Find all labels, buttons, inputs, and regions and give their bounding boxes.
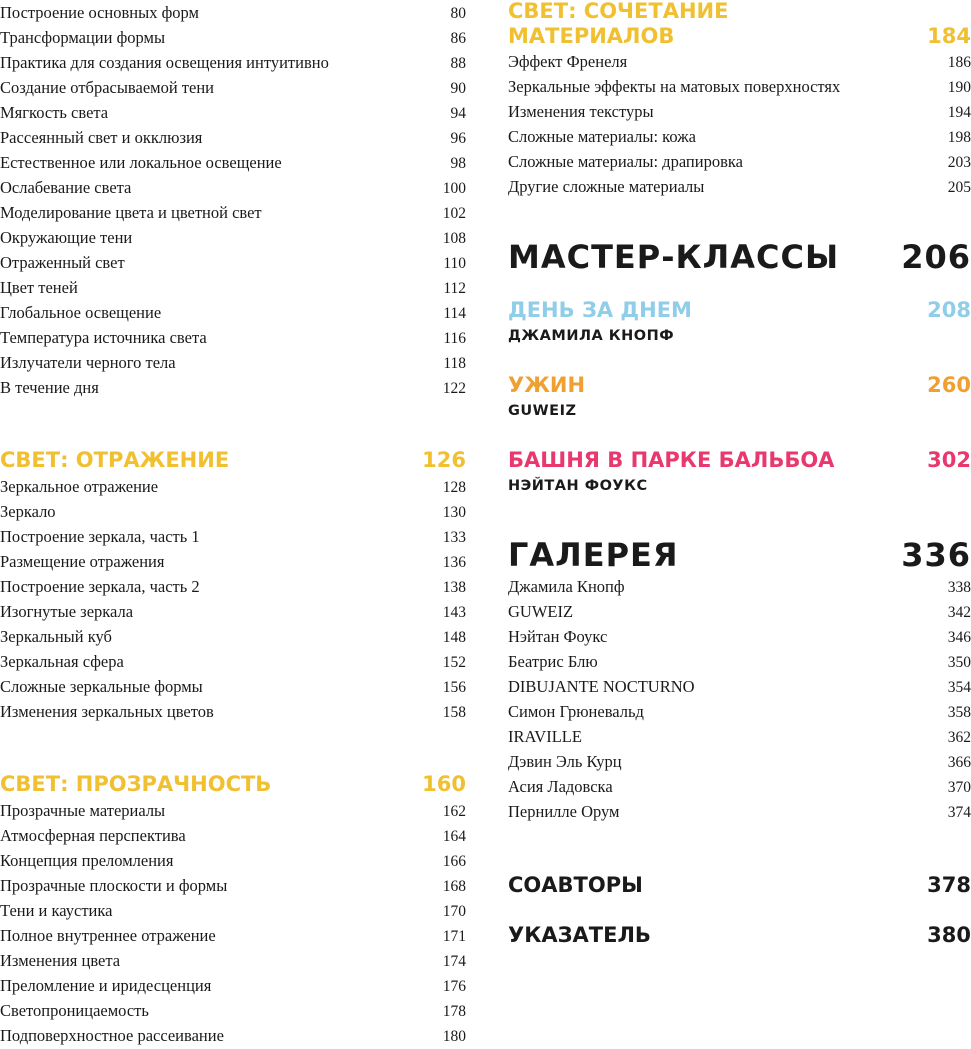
- toc-entry-title: Изогнутые зеркала: [0, 602, 134, 621]
- toc-entry-title: Изменения зеркальных цветов: [0, 702, 214, 721]
- toc-section-gallery: [508, 530, 971, 824]
- toc-entry-title: Рассеянный свет и окклюзия: [0, 128, 203, 147]
- toc-entry[interactable]: [0, 100, 466, 125]
- toc-entry[interactable]: [508, 749, 971, 774]
- toc-entry-page: 198: [947, 129, 971, 146]
- toc-entry-page: 194: [947, 104, 971, 121]
- toc-entry-title: Прозрачные материалы: [0, 801, 166, 820]
- masterclass-title: ДЕНЬ ЗА ДНЕМ: [508, 298, 692, 322]
- section-heading-gallery[interactable]: [508, 530, 971, 574]
- toc-entry-page: 130: [442, 504, 466, 521]
- toc-entry[interactable]: [508, 49, 971, 74]
- toc-entry-title: Построение зеркала, часть 2: [0, 577, 200, 596]
- toc-entry[interactable]: [508, 599, 971, 624]
- toc-entry[interactable]: [0, 0, 466, 25]
- toc-entry[interactable]: [0, 674, 466, 699]
- toc-entry-title: В течение дня: [0, 378, 99, 397]
- toc-entry[interactable]: [0, 798, 466, 823]
- toc-entry[interactable]: [0, 898, 466, 923]
- toc-entry-page: 110: [443, 255, 466, 272]
- toc-entry-title: Зеркальное отражение: [0, 477, 159, 496]
- section-page: 336: [901, 536, 971, 574]
- toc-entry-page: 203: [947, 154, 971, 171]
- toc-entry[interactable]: [0, 300, 466, 325]
- masterclass-title: УЖИН: [508, 373, 586, 397]
- toc-entry-page: 166: [442, 853, 466, 870]
- section-title: СВЕТ: ПРОЗРАЧНОСТЬ: [0, 772, 272, 796]
- toc-entry[interactable]: [0, 923, 466, 948]
- toc-entry-page: 100: [442, 180, 466, 197]
- masterclass-item: [508, 371, 971, 423]
- section-page: 206: [901, 238, 971, 276]
- masterclass-author: НЭЙТАН ФОУКС: [508, 478, 648, 494]
- toc-entry-title: Температура источника света: [0, 328, 207, 347]
- toc-entry-title: Тени и каустика: [0, 901, 113, 920]
- toc-entry[interactable]: [0, 524, 466, 549]
- toc-entry-page: 102: [442, 205, 466, 222]
- section-title: ГАЛЕРЕЯ: [508, 536, 679, 574]
- toc-entry-page: 122: [442, 380, 466, 397]
- toc-entry[interactable]: [0, 948, 466, 973]
- toc-entry-title: Полное внутреннее отражение: [0, 926, 216, 945]
- toc-entry-page: 158: [442, 704, 466, 721]
- toc-entry-page: 96: [450, 130, 466, 147]
- toc-entry-page: 86: [450, 30, 466, 47]
- toc-entry-page: 136: [442, 554, 466, 571]
- toc-entry-page: 374: [947, 804, 971, 821]
- toc-entry-title: Излучатели черного тела: [0, 353, 176, 372]
- toc-entry-title: Зеркальные эффекты на матовых поверхностях: [508, 77, 841, 96]
- toc-entry-page: 143: [442, 604, 466, 621]
- toc-entry-title: Практика для создания освещения интуитивно: [0, 53, 329, 72]
- toc-entry[interactable]: [0, 848, 466, 873]
- section-page: 380: [927, 923, 971, 947]
- masterclass-author: GUWEIZ: [508, 403, 577, 419]
- toc-entry[interactable]: [508, 174, 971, 199]
- toc-entry-page: 162: [442, 803, 466, 820]
- toc-entry[interactable]: [0, 649, 466, 674]
- toc-entry-title: Моделирование цвета и цветной свет: [0, 203, 262, 222]
- toc-entry[interactable]: [0, 574, 466, 599]
- section-heading-transparency[interactable]: [0, 770, 466, 798]
- toc-entry-title: Подповерхностное рассеивание: [0, 1026, 224, 1045]
- toc-entry-page: 366: [947, 754, 971, 771]
- toc-entry-page: 133: [442, 529, 466, 546]
- toc-entry-title: Глобальное освещение: [0, 303, 162, 322]
- toc-entry-title: Изменения текстуры: [508, 102, 654, 121]
- toc-entry[interactable]: [508, 774, 971, 799]
- toc-entry[interactable]: [0, 25, 466, 50]
- toc-entry-page: 186: [947, 54, 971, 71]
- toc-entry-title: Естественное или локальное освещение: [0, 153, 282, 172]
- toc-entry-page: 362: [947, 729, 971, 746]
- toc-entry[interactable]: [0, 125, 466, 150]
- toc-entry-title: Светопроницаемость: [0, 1001, 149, 1020]
- toc-entry-title: IRAVILLE: [508, 727, 582, 746]
- masterclass-page: 260: [927, 373, 971, 397]
- masterclass-page: 302: [927, 448, 971, 472]
- toc-entry-page: 342: [947, 604, 971, 621]
- toc-entry-title: Создание отбрасываемой тени: [0, 78, 214, 97]
- section-title-line2: МАТЕРИАЛОВ: [508, 24, 675, 48]
- toc-entry-page: 88: [450, 55, 466, 72]
- toc-entry[interactable]: [0, 75, 466, 100]
- toc-entry-title: DIBUJANTE NOCTURNO: [508, 677, 695, 696]
- toc-entry-page: 114: [443, 305, 466, 322]
- section-page: 378: [927, 873, 971, 897]
- toc-entry-title: Другие сложные материалы: [508, 177, 705, 196]
- toc-entry[interactable]: [0, 350, 466, 375]
- toc-entry[interactable]: [0, 699, 466, 724]
- toc-entry-page: 128: [442, 479, 466, 496]
- toc-section-reflection: [0, 446, 466, 724]
- toc-section-masterclasses: [508, 232, 971, 282]
- toc-entry-title: Атмосферная перспектива: [0, 826, 186, 845]
- toc-entry-page: 171: [442, 928, 466, 945]
- toc-entry-title: Преломление и иридесценция: [0, 976, 212, 995]
- toc-entry-title: Трансформации формы: [0, 28, 166, 47]
- toc-entry-page: 152: [442, 654, 466, 671]
- toc-entry-page: 358: [947, 704, 971, 721]
- toc-entry-title: Сложные зеркальные формы: [0, 677, 203, 696]
- toc-entry-page: 118: [443, 355, 466, 372]
- toc-entry-page: 190: [947, 79, 971, 96]
- masterclass-heading-tower[interactable]: [508, 446, 971, 474]
- toc-entry[interactable]: [0, 599, 466, 624]
- toc-entry[interactable]: [508, 624, 971, 649]
- toc-entry[interactable]: [0, 200, 466, 225]
- section-heading-masterclasses[interactable]: [508, 232, 971, 282]
- toc-entry-page: 346: [947, 629, 971, 646]
- toc-entry[interactable]: [0, 823, 466, 848]
- toc-entry-page: 98: [450, 155, 466, 172]
- toc-list-lighting: [0, 0, 466, 400]
- toc-entry[interactable]: [0, 325, 466, 350]
- section-heading-materials[interactable]: [508, 0, 971, 49]
- toc-entry-title: Окружающие тени: [0, 228, 133, 247]
- toc-entry[interactable]: [0, 150, 466, 175]
- toc-entry-title: Размещение отражения: [0, 552, 165, 571]
- toc-entry-page: 176: [442, 978, 466, 995]
- masterclass-author: ДЖАМИЛА КНОПФ: [508, 328, 675, 344]
- section-title: УКАЗАТЕЛЬ: [508, 923, 651, 947]
- masterclass-item: [508, 446, 971, 498]
- toc-entry-title: Дэвин Эль Курц: [508, 752, 622, 771]
- toc-entry-title: Прозрачные плоскости и формы: [0, 876, 228, 895]
- toc-entry[interactable]: [0, 175, 466, 200]
- toc-entry-page: 178: [442, 1003, 466, 1020]
- masterclass-item: [508, 296, 971, 348]
- toc-entry[interactable]: [0, 225, 466, 250]
- toc-entry[interactable]: [0, 549, 466, 574]
- toc-entry[interactable]: [0, 998, 466, 1023]
- toc-entry-title: Построение зеркала, часть 1: [0, 527, 200, 546]
- toc-entry-page: 205: [947, 179, 971, 196]
- section-title: СОАВТОРЫ: [508, 873, 643, 897]
- section-page: 126: [422, 448, 466, 472]
- toc-entry[interactable]: [508, 149, 971, 174]
- toc-entry-page: 138: [442, 579, 466, 596]
- toc-entry[interactable]: [0, 1023, 466, 1048]
- toc-entry-page: 90: [450, 80, 466, 97]
- toc-entry-title: Отраженный свет: [0, 253, 125, 272]
- section-page: 184: [927, 24, 971, 48]
- section-heading-reflection[interactable]: [0, 446, 466, 474]
- toc-entry-title: Асия Ладовска: [508, 777, 613, 796]
- section-heading-contributors[interactable]: [508, 871, 971, 899]
- toc-section-transparency: [0, 770, 466, 1048]
- toc-entry-title: Джамила Кнопф: [508, 577, 625, 596]
- masterclass-heading-day[interactable]: [508, 296, 971, 324]
- toc-section-materials: [508, 0, 971, 199]
- toc-entry-title: Эффект Френеля: [508, 52, 628, 71]
- toc-entry-page: 174: [442, 953, 466, 970]
- toc-entry-title: Сложные материалы: драпировка: [508, 152, 743, 171]
- toc-entry[interactable]: [508, 649, 971, 674]
- toc-entry[interactable]: [0, 973, 466, 998]
- toc-entry[interactable]: [0, 275, 466, 300]
- toc-entry-page: 370: [947, 779, 971, 796]
- toc-entry-title: Ослабевание света: [0, 178, 132, 197]
- section-title: МАСТЕР-КЛАССЫ: [508, 238, 840, 276]
- toc-entry-page: 170: [442, 903, 466, 920]
- toc-entry-title: Симон Грюневальд: [508, 702, 644, 721]
- toc-entry[interactable]: [508, 124, 971, 149]
- toc-entry[interactable]: [508, 674, 971, 699]
- toc-entry-page: 338: [947, 579, 971, 596]
- toc-entry-title: Беатрис Блю: [508, 652, 598, 671]
- section-page: 160: [422, 772, 466, 796]
- toc-entry-title: Построение основных форм: [0, 3, 199, 22]
- toc-entry-title: Концепция преломления: [0, 851, 174, 870]
- toc-entry[interactable]: [0, 375, 466, 400]
- toc-entry[interactable]: [508, 699, 971, 724]
- toc-entry-page: 108: [442, 230, 466, 247]
- toc-entry[interactable]: [508, 74, 971, 99]
- toc-entry-page: 350: [947, 654, 971, 671]
- toc-entry[interactable]: [508, 99, 971, 124]
- toc-entry-page: 164: [442, 828, 466, 845]
- toc-entry-title: Изменения цвета: [0, 951, 121, 970]
- section-title: СВЕТ: ОТРАЖЕНИЕ: [0, 448, 230, 472]
- toc-entry[interactable]: [0, 624, 466, 649]
- toc-entry-title: Цвет теней: [0, 278, 78, 297]
- toc-entry-page: 168: [442, 878, 466, 895]
- toc-entry-page: 354: [947, 679, 971, 696]
- toc-entry-page: 112: [443, 280, 466, 297]
- section-title-line1: СВЕТ: СОЧЕТАНИЕ: [508, 0, 729, 23]
- toc-entry-title: Зеркало: [0, 502, 56, 521]
- masterclass-heading-dinner[interactable]: [508, 371, 971, 399]
- toc-entry[interactable]: [0, 499, 466, 524]
- toc-entry-page: 156: [442, 679, 466, 696]
- toc-entry-page: 80: [450, 5, 466, 22]
- toc-entry-title: Зеркальная сфера: [0, 652, 124, 671]
- toc-entry-title: Нэйтан Фоукс: [508, 627, 608, 646]
- toc-entry-title: Пернилле Орум: [508, 802, 620, 821]
- toc-entry-title: Зеркальный куб: [0, 627, 112, 646]
- toc-entry-title: GUWEIZ: [508, 602, 574, 621]
- toc-entry[interactable]: [0, 50, 466, 75]
- masterclass-title: БАШНЯ В ПАРКЕ БАЛЬБОА: [508, 448, 835, 472]
- toc-entry[interactable]: [0, 873, 466, 898]
- toc-section-contributors: [508, 871, 971, 899]
- toc-entry[interactable]: [0, 474, 466, 499]
- toc-section-index: [508, 921, 971, 949]
- toc-entry-page: 116: [443, 330, 466, 347]
- toc-entry[interactable]: [508, 724, 971, 749]
- toc-entry-page: 148: [442, 629, 466, 646]
- toc-entry-title: Мягкость света: [0, 103, 109, 122]
- toc-entry-page: 94: [450, 105, 466, 122]
- toc-entry-page: 180: [442, 1028, 466, 1045]
- toc-entry[interactable]: [508, 799, 971, 824]
- masterclass-page: 208: [927, 298, 971, 322]
- toc-entry[interactable]: [0, 250, 466, 275]
- toc-entry-title: Сложные материалы: кожа: [508, 127, 696, 146]
- section-heading-index[interactable]: [508, 921, 971, 949]
